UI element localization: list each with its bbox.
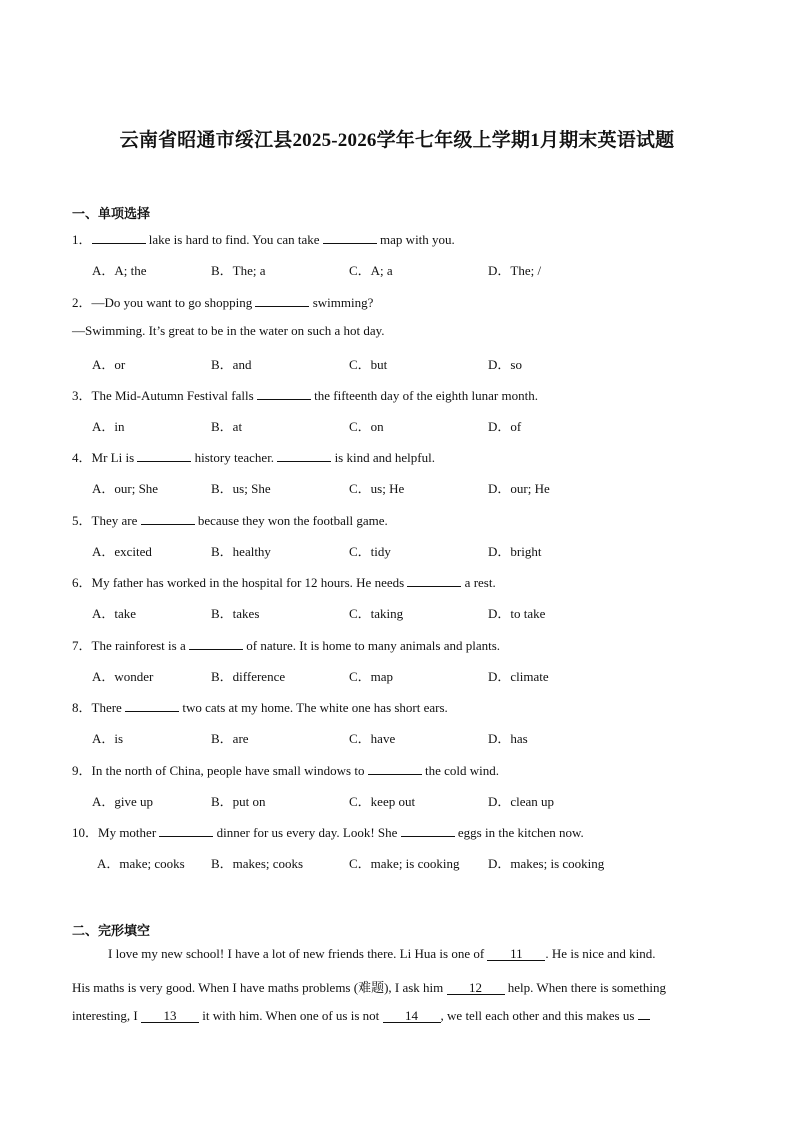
- cloze-text: interesting, I: [72, 1008, 141, 1023]
- question-text: lake is hard to find. You can take: [145, 232, 323, 247]
- answer-option: B．difference: [211, 669, 286, 684]
- answer-blank: [323, 232, 377, 244]
- answer-option: C．keep out: [349, 794, 416, 809]
- answer-option: D．our; He: [488, 481, 550, 496]
- question-text: because they won the football game.: [194, 513, 388, 528]
- answer-option: A．take: [92, 606, 137, 621]
- question-text: My father has worked in the hospital for 12 hours. He needs: [91, 575, 408, 590]
- answer-blank: [159, 825, 213, 837]
- answer-option: C．us; He: [349, 481, 405, 496]
- answer-option: B．are: [211, 731, 249, 746]
- question-text: eggs in the kitchen now.: [454, 825, 584, 840]
- question-text: history teacher.: [191, 450, 278, 465]
- cloze-text: it with him. When one of us is not: [198, 1008, 383, 1023]
- question-text: My mother: [98, 825, 160, 840]
- answer-option: D．so: [488, 357, 522, 372]
- answer-option: A．in: [92, 419, 125, 434]
- answer-option: D．to take: [488, 606, 546, 621]
- answer-option: C．make; is cooking: [349, 856, 460, 871]
- answer-option: D．bright: [488, 544, 542, 559]
- question-text: the fifteenth day of the eighth lunar month.: [310, 388, 538, 403]
- answer-option: B．at: [211, 419, 243, 434]
- answer-option: A．or: [92, 357, 126, 372]
- answer-option: C．map: [349, 669, 394, 684]
- question-text: two cats at my home. The white one has short ears.: [179, 700, 448, 715]
- answer-option: B．put on: [211, 794, 266, 809]
- section-heading-cloze: 二、完形填空: [72, 924, 151, 939]
- question-stem: [72, 510, 388, 529]
- cloze-blank-11: 11: [487, 947, 545, 961]
- answer-option: C．taking: [349, 606, 404, 621]
- question-stem: [72, 697, 448, 716]
- answer-option: B．makes; cooks: [211, 856, 304, 871]
- question-text: is kind and helpful.: [331, 450, 435, 465]
- question-number: 7．: [72, 638, 92, 653]
- question-text: They are: [91, 513, 141, 528]
- cloze-blank-13: 13: [141, 1009, 199, 1023]
- answer-option: A．give up: [92, 794, 154, 809]
- answer-option: D．makes; is cooking: [488, 856, 605, 871]
- cloze-blank-12: 12: [447, 981, 505, 995]
- question-stem: [72, 292, 373, 311]
- question-text: —Do you want to go shopping: [91, 295, 256, 310]
- cloze-text: His maths is very good. When I have maths problems (难题), I ask him: [72, 980, 447, 995]
- answer-option: D．climate: [488, 669, 549, 684]
- answer-option: D．of: [488, 419, 522, 434]
- question-number: 2．: [72, 295, 92, 310]
- answer-option: C．tidy: [349, 544, 391, 559]
- answer-option: A．wonder: [92, 669, 154, 684]
- answer-option: D．The; /: [488, 263, 542, 278]
- answer-option: B．healthy: [211, 544, 271, 559]
- cloze-text: , we tell each other and this makes us: [440, 1008, 638, 1023]
- question-text: swimming?: [309, 295, 374, 310]
- answer-blank: [255, 295, 309, 307]
- question-stem: [72, 822, 584, 841]
- question-number: 9．: [72, 763, 92, 778]
- question-stem: [72, 385, 538, 404]
- cloze-text: help. When there is something: [504, 980, 667, 995]
- question-text: The rainforest is a: [91, 638, 189, 653]
- answer-blank: [277, 450, 331, 462]
- answer-option: B．takes: [211, 606, 260, 621]
- question-stem: [72, 229, 455, 248]
- question-text: There: [91, 700, 126, 715]
- answer-option: B．The; a: [211, 263, 266, 278]
- cloze-blank-14: 14: [383, 1009, 441, 1023]
- answer-blank: [401, 825, 455, 837]
- question-text: Mr Li is: [91, 450, 138, 465]
- answer-option: A．our; She: [92, 481, 159, 496]
- answer-option: A．make; cooks: [97, 856, 185, 871]
- answer-blank: [407, 575, 461, 587]
- question-stem: [72, 572, 496, 591]
- answer-blank: [125, 700, 179, 712]
- page-title: 云南省昭通市绥江县2025-2026学年七年级上学期1月期末英语试题: [119, 130, 675, 151]
- answer-option: C．have: [349, 731, 396, 746]
- question-text: the cold wind.: [421, 763, 499, 778]
- answer-blank: [189, 638, 243, 650]
- question-text: In the north of China, people have small windows to: [91, 763, 368, 778]
- question-stem: [72, 635, 500, 654]
- answer-blank: [141, 513, 195, 525]
- answer-option: B．us; She: [211, 481, 271, 496]
- question-number: 5．: [72, 513, 92, 528]
- cloze-line-3: [72, 1008, 722, 1024]
- question-number: 4．: [72, 450, 92, 465]
- question-text: dinner for us every day. Look! She: [213, 825, 401, 840]
- question-number: 3．: [72, 388, 92, 403]
- cloze-blank-15: [638, 1019, 650, 1020]
- question-dialogue-line: —Swimming. It’s great to be in the water on such a hot day.: [72, 323, 385, 338]
- answer-option: B．and: [211, 357, 252, 372]
- question-text: a rest.: [461, 575, 496, 590]
- question-number: 6．: [72, 575, 92, 590]
- question-stem: [72, 760, 499, 779]
- question-text: The Mid-Autumn Festival falls: [91, 388, 257, 403]
- question-number: 1．: [72, 232, 92, 247]
- answer-option: C．on: [349, 419, 384, 434]
- cloze-line-2: [72, 977, 722, 996]
- answer-option: D．clean up: [488, 794, 555, 809]
- answer-blank: [257, 388, 311, 400]
- cloze-text: I love my new school! I have a lot of new friends there. Li Hua is one of: [108, 946, 488, 961]
- section-heading-single-choice: 一、单项选择: [72, 207, 151, 222]
- answer-blank: [368, 763, 422, 775]
- answer-option: A．is: [92, 731, 124, 746]
- answer-option: C．but: [349, 357, 388, 372]
- answer-blank: [137, 450, 191, 462]
- question-text: of nature. It is home to many animals and plants.: [242, 638, 501, 653]
- answer-option: A．A; the: [92, 263, 147, 278]
- question-stem: [72, 447, 435, 466]
- answer-option: C．A; a: [349, 263, 393, 278]
- question-number: 10．: [72, 825, 99, 840]
- cloze-text: . He is nice and kind.: [545, 946, 656, 961]
- cloze-line-1: [108, 946, 758, 962]
- answer-blank: [92, 232, 146, 244]
- question-number: 8．: [72, 700, 92, 715]
- answer-option: D．has: [488, 731, 528, 746]
- answer-option: A．excited: [92, 544, 152, 559]
- question-text: map with you.: [376, 232, 455, 247]
